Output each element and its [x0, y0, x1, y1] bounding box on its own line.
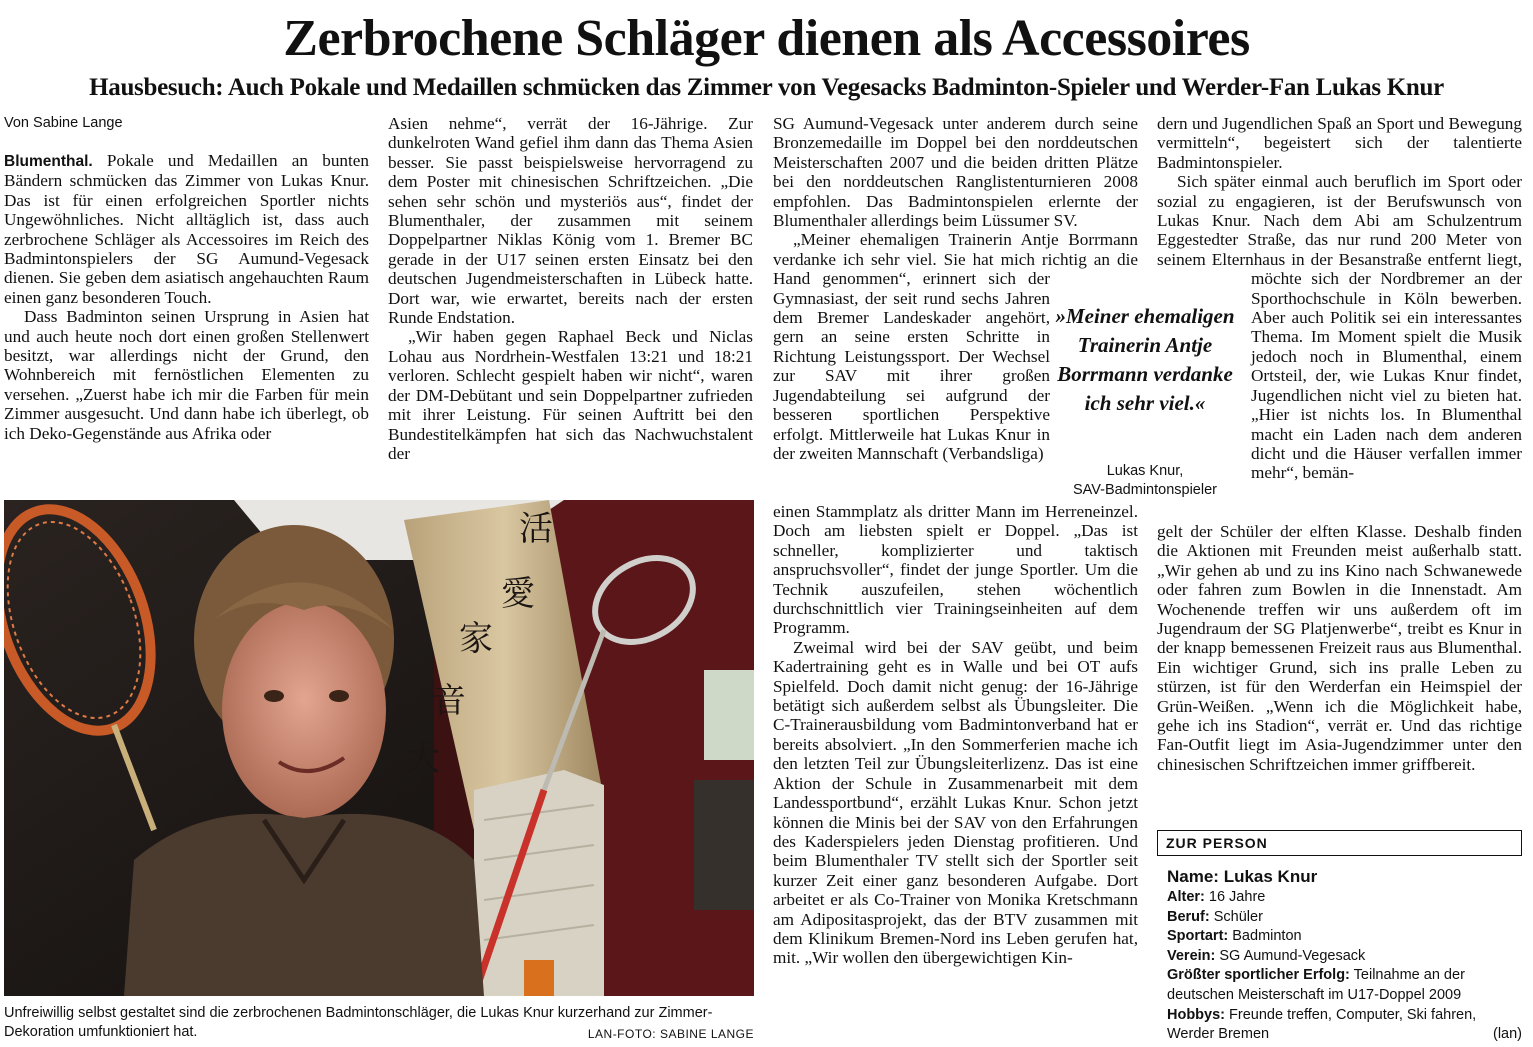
subheadline: Hausbesuch: Auch Pokale und Medaillen schmücken das Zimmer von Vegesacks Badminton-Spieler und Werder-Fan Lukas Knur	[89, 74, 1444, 101]
info-key: Beruf:	[1167, 908, 1210, 925]
info-item	[1167, 908, 1522, 928]
poster-character: 活	[519, 509, 553, 549]
paragraph: dern und Jugendlichen Spaß an Sport und Bewegung vermitteln“, begeistert sich der talentierte Badmintonspieler.	[1157, 114, 1522, 172]
info-key: Verein:	[1167, 947, 1216, 964]
info-box-list	[1167, 866, 1522, 1045]
paragraph: Dass Badminton seinen Ursprung in Asien hat und auch heute noch dort einen großen Stellenwert besitzt, war allerdings nicht der Grund, den Wohnbereich mit fernöstlichen Elementen zu versehen. „Zuerst habe ich mir die Farben für mein Zimmer ausgesucht. Und dann habe ich überlegt, ob ich Deko-Gegenstände aus Afrika oder	[4, 307, 369, 443]
info-box-title: ZUR PERSON	[1157, 830, 1522, 856]
byline: Von Sabine Lange	[4, 115, 123, 131]
article-column-2	[388, 114, 753, 486]
poster-character: 愛	[501, 574, 535, 614]
info-value: Lukas Knur	[1218, 867, 1318, 886]
paragraph: „Meiner ehemaligen Trainerin Antje Borrmann verdanke ich sehr viel. Sie hat mich richtig an die Hand genommen“, erinnert sich der Gymnasiast, der seit rund sechs Jahren dem Bremer Landeskader angehört, gern an seine ersten Schritte in Richtung Leistungssport. Der Wechsel zur SAV mit ihrer großen Jugendabteilung sei aufgrund der besseren sportlichen Perspektive erfolgt. Mittlerweile hat Lukas Knur in der zweiten Mannschaft (Verbandsliga)	[773, 230, 1138, 463]
paragraph: „Wir haben gegen Raphael Beck und Niclas Lohau aus Nordrhein-Westfalen 13:21 und 18:21 verloren. Schlecht gespielt haben wir nicht“, waren der DM-Debütant und sein Doppelpartner zufrieden mit ihrer Leistung. Für seinen Auftritt bei den Bundestitelkämpfen hat sich das Nachwuchstalent der	[388, 327, 753, 463]
article-column-4-lower	[1157, 522, 1522, 816]
info-key: Name:	[1167, 867, 1219, 886]
pull-quote: »Meiner ehemaligen Trainerin Antje Borrmann verdanke ich sehr viel.«	[1052, 302, 1238, 418]
info-value: Schüler	[1209, 908, 1263, 925]
info-item	[1167, 927, 1522, 947]
info-item	[1167, 947, 1522, 967]
info-key: Alter:	[1167, 889, 1205, 905]
info-value: Freunde treffen, Computer, Ski fahren, Werder Bremen	[1167, 1006, 1477, 1043]
article-column-3-lower	[773, 502, 1138, 1044]
photo-credit: LAN-FOTO: SABINE LANGE	[587, 1027, 754, 1041]
info-value: Badminton	[1228, 928, 1302, 945]
headline: Zerbrochene Schläger dienen als Accessoires	[283, 10, 1250, 67]
paragraph: SG Aumund-Vegesack unter anderem durch seine Bronzemedaille im Doppel bei den norddeutschen Meisterschaften 2007 und die beiden dritten Plätze bei den norddeutschen Ranglistenturnieren 2008 empfohlen. Das Badmintonspielen erlernte der Blumenthaler allerdings beim Lüssumer SV.	[773, 114, 1138, 231]
paragraph	[4, 151, 369, 307]
article-photo	[4, 500, 754, 996]
paragraph: gelt der Schüler der elften Klasse. Deshalb finden die Aktionen mit Freunden meist außerhalb statt. „Wir gehen ab und zu ins Kino nach Schwanewede oder fahren zum Bowlen in die Innenstadt. Am Wochenende treffen wir uns außerdem oft im Jugendraum der SG Platjenwerbe“, treibt es Knur in der knapp bemessenen Freizeit raus aus Blumenthal. Ein wichtiger Grund, sich ins pralle Leben zu stürzen, ist für den Werderfan ein Heimspiel der Grün-Weißen. „Wenn ich die Möglichkeit habe, gehe ich ins Stadion“, verrät er. Und das richtige Fan-Outfit liegt im Asia-Jugendzimmer unter den chinesischen Schriftzeichen immer griffbereit.	[1157, 522, 1522, 774]
info-item	[1167, 966, 1522, 1005]
paragraph: Sich später einmal auch beruflich im Sport oder sozial zu engagieren, ist der Berufswunsch von Lukas Knur. Nach dem Abi am Schulzentrum Eggestedter Straße, das nur rund 200 Meter von seinem Elternhaus in der Besanstraße entfernt liegt, möchte sich der Nordbremer an der Sporthochschule in Köln bewerben. Aber auch Politik sei ein interessantes Thema. Im Moment spielt die Musik jedoch noch in Blumenthal, einem Ortsteil, der, wie Lukas Knur findet, Jugendlichen nicht viel zu bieten hat. „Hier ist nichts los. In Blumenthal macht ein Laden nach dem anderen dicht und die Häuser verfallen immer mehr“, bemän-	[1157, 172, 1522, 483]
paragraph: einen Stammplatz als dritter Mann im Herreneinzel. Doch am liebsten spielt er Doppel. „Das ist schneller, komplizierter und taktisch anspruchsvoller“, findet der junge Sportler. Um die Technik auszufeilen, stehen wöchentlich durchschnittlich vier Trainingseinheiten auf dem Programm.	[773, 502, 1138, 638]
info-key: Hobbys:	[1167, 1006, 1225, 1023]
paragraph: Zweimal wird bei der SAV geübt, und beim Kadertraining geht es in Walle und bei OT aufs Spielfeld. Doch damit nicht genug: der 16-Jährige betätigt sich außerdem selbst als Übungsleiter. Die C-Trainerausbildung vom Badmintonverband hat er bereits absolviert. „In den Sommerferien mache ich den letzten Teil zur Übungsleiterlizenz. Das ist eine Aktion der Schule in Zusammenarbeit mit dem Landessportbund“, erzählt Lukas Knur. Schon jetzt können die Minis bei der SAV von den Erfahrungen des Kaderspielers jeden Dienstag profitieren. Und beim Blumenthaler TV stellt sich der Sportler seit kurzer Zeit einer ganz besonderen Aufgabe. Dort arbeitet er als Co-Trainer von Monika Kretschmann am Adipositasprojekt, das der BTV zusammen mit dem Klinikum Bremen-Nord ins Leben gerufen hat, mit. „Wir wollen den übergewichtigen Kin-	[773, 637, 1138, 968]
photo-illustration	[4, 500, 754, 996]
author-signature: (lan)	[1492, 1026, 1522, 1043]
quote-author: Lukas Knur,	[1106, 463, 1184, 479]
info-item	[1167, 888, 1522, 908]
dateline: Blumenthal.	[4, 153, 93, 170]
poster-character: 音	[432, 681, 466, 721]
info-key: Sportart:	[1167, 928, 1229, 945]
poster-character: 家	[459, 619, 493, 659]
caption-text: Unfreiwillig selbst gestaltet sind die zerbrochenen Badmintonschläger, die Lukas Knur kurzerhand zur Zimmer-Dekoration umfunktioniert hat.	[4, 1005, 713, 1040]
quote-role: SAV-Badmintonspieler	[1072, 482, 1217, 498]
info-item	[1167, 866, 1522, 888]
info-box-zur-person	[1157, 830, 1522, 1044]
paragraph-text: Pokale und Medaillen an bunten Bändern schmücken das Zimmer von Lukas Knur. Das ist für einen erfolgreichen Sportler nichts Ungewöhnliches. Nicht alltäglich ist, dass auch zerbrochene Schläger als Accessoires im Reich des Badmintonspielers der SG Aumund-Vegesack dienen. Sie geben dem asiatisch angehauchten Raum einen ganz besonderen Touch.	[4, 151, 369, 307]
info-value: SG Aumund-Vegesack	[1215, 947, 1366, 964]
article-column-1	[4, 114, 369, 486]
info-value: Teilnahme an der deutschen Meisterschaft im U17-Doppel 2009	[1167, 967, 1465, 1003]
info-key: Größter sportlicher Erfolg:	[1167, 967, 1350, 984]
info-value: 16 Jahre	[1204, 889, 1266, 905]
photo-caption	[4, 1004, 754, 1042]
poster-character: 大	[406, 739, 440, 779]
article-column-4-upper	[1157, 114, 1522, 502]
paragraph: Asien nehme“, verrät der 16-Jährige. Zur dunkelroten Wand gefiel ihm dann das Thema Asien besser. Sie passt beispielsweise hervorragend zu dem Poster mit chinesischen Schriftzeichen. „Die sehen sehr schön und mysteriös aus“, findet der Blumenthaler, der zusammen mit seinem Doppelpartner Niklas König vom 1. Bremer BC gerade in der U17 seinen ersten Einsatz bei den deutschen Jugendmeisterschaften in Lübeck hatte. Dort war, wie erwartet, bereits nach der ersten Runde Endstation.	[388, 114, 753, 328]
info-item	[1167, 1006, 1522, 1045]
